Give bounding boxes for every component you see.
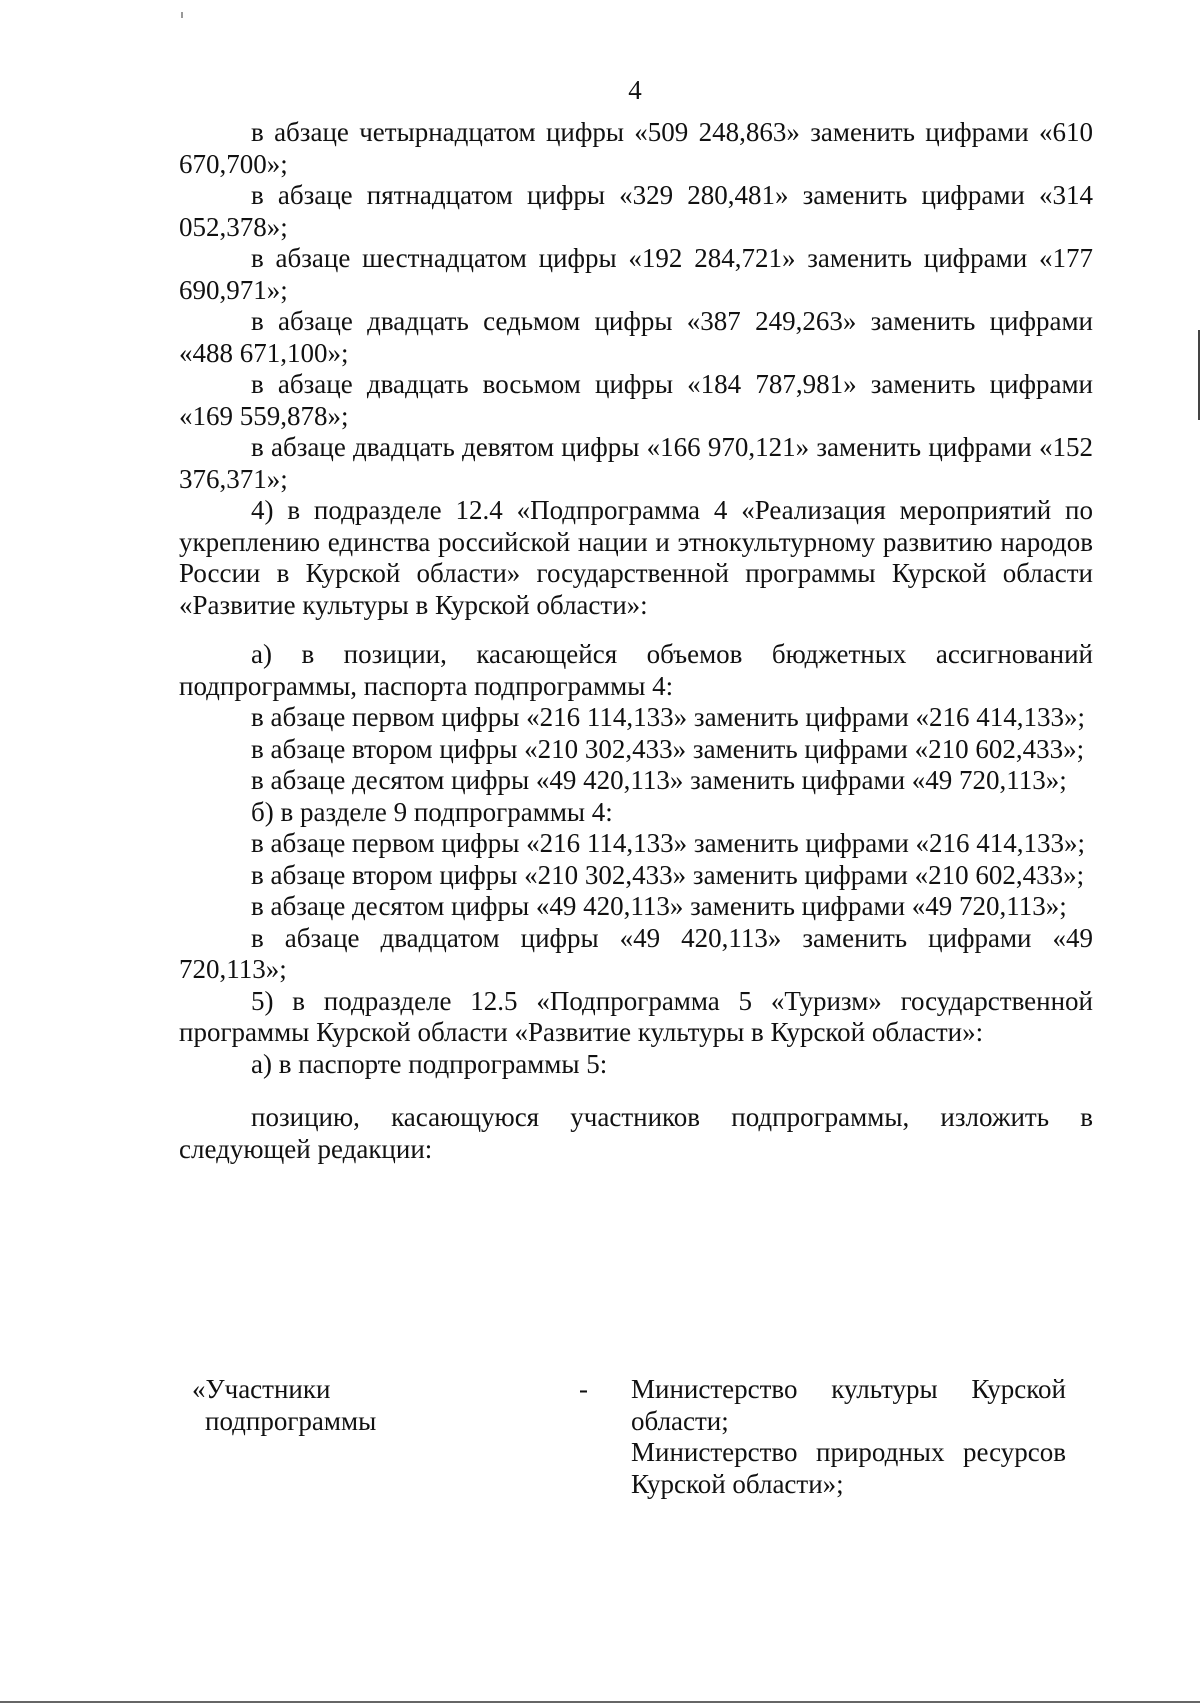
participants-label-line: подпрограммы: [205, 1405, 377, 1436]
separator-dash: -: [579, 1374, 588, 1404]
paragraph: в абзаце шестнадцатом цифры «192 284,721» заменить цифрами «177 690,971»;: [179, 243, 1093, 305]
scan-artifact: [181, 12, 183, 18]
paragraph: в абзаце втором цифры «210 302,433» заменить цифрами «210 602,433»;: [251, 733, 1085, 764]
paragraph: б) в разделе 9 подпрограммы 4:: [251, 796, 613, 827]
participant-entry: Министерство культуры Курской области;: [631, 1374, 1066, 1436]
paragraph: позицию, касающуюся участников подпрограммы, изложить в следующей редакции:: [179, 1102, 1093, 1164]
paragraph: а) в паспорте подпрограммы 5:: [251, 1048, 608, 1079]
document-body: [179, 117, 1093, 1165]
paragraph: в абзаце втором цифры «210 302,433» заменить цифрами «210 602,433»;: [251, 859, 1085, 890]
paragraph: в абзаце первом цифры «216 114,133» заменить цифрами «216 414,133»;: [251, 702, 1086, 732]
paragraph: в абзаце двадцатом цифры «49 420,113» заменить цифрами «49 720,113»;: [179, 922, 1093, 984]
page-number: 4: [628, 75, 642, 105]
paragraph: в абзаце двадцать девятом цифры «166 970,121» заменить цифрами «152 376,371»;: [179, 432, 1093, 494]
paragraph: 5) в подразделе 12.5 «Подпрограмма 5 «Туризм» государственной программы Курской области «Развитие культуры в Курской области»:: [179, 985, 1093, 1047]
paragraph: в абзаце двадцать восьмом цифры «184 787,981» заменить цифрами «169 559,878»;: [179, 369, 1093, 431]
paragraph: 4) в подразделе 12.4 «Подпрограмма 4 «Реализация мероприятий по укреплению единства российской нации и этнокультурному развитию народов России в Курской области» государственной программы Курской области «Развитие культуры в Курской области»:: [179, 495, 1093, 620]
paragraph: в абзаце десятом цифры «49 420,113» заменить цифрами «49 720,113»;: [251, 891, 1067, 921]
participants-label-line: «Участники: [192, 1374, 331, 1404]
paragraph: а) в позиции, касающейся объемов бюджетных ассигнований подпрограммы, паспорта подпрограммы 4:: [179, 639, 1093, 701]
paragraph: в абзаце четырнадцатом цифры «509 248,863» заменить цифрами «610 670,700»;: [179, 117, 1093, 179]
paragraph: в абзаце первом цифры «216 114,133» заменить цифрами «216 414,133»;: [251, 828, 1086, 858]
participants-list: [631, 1374, 1066, 1500]
participant-entry: Министерство природных ресурсов Курской области»;: [631, 1437, 1066, 1499]
paragraph: в абзаце десятом цифры «49 420,113» заменить цифрами «49 720,113»;: [251, 765, 1067, 795]
paragraph: в абзаце двадцать седьмом цифры «387 249,263» заменить цифрами «488 671,100»;: [179, 306, 1093, 368]
participants-label: [192, 1374, 552, 1437]
paragraph: в абзаце пятнадцатом цифры «329 280,481» заменить цифрами «314 052,378»;: [179, 180, 1093, 242]
